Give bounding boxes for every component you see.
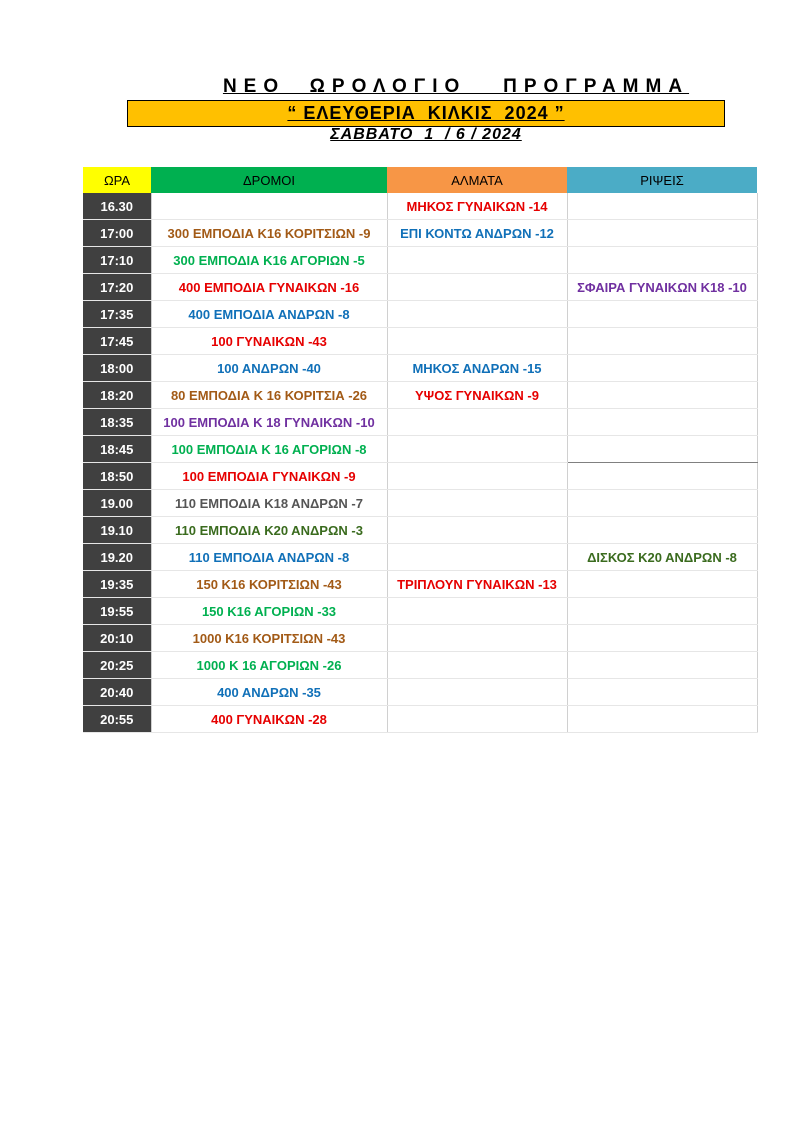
runs-cell: 110 ΕΜΠΟΔΙΑ Κ20 ΑΝΔΡΩΝ -3 bbox=[151, 517, 387, 544]
jumps-cell bbox=[387, 490, 567, 517]
time-cell: 20:40 bbox=[83, 679, 151, 706]
jumps-cell bbox=[387, 463, 567, 490]
table-row bbox=[83, 544, 757, 571]
throws-cell: ΔΙΣΚΟΣ Κ20 ΑΝΔΡΩΝ -8 bbox=[567, 544, 757, 571]
jumps-cell: ΤΡΙΠΛΟΥΝ ΓΥΝΑΙΚΩΝ -13 bbox=[387, 571, 567, 598]
jumps-cell bbox=[387, 301, 567, 328]
throws-cell bbox=[567, 679, 757, 706]
runs-cell: 100 ΕΜΠΟΔΙΑ Κ 16 ΑΓΟΡΙΩΝ -8 bbox=[151, 436, 387, 463]
time-cell: 19:55 bbox=[83, 598, 151, 625]
runs-cell: 150 Κ16 ΑΓΟΡΙΩΝ -33 bbox=[151, 598, 387, 625]
throws-cell bbox=[567, 247, 757, 274]
table-header-row bbox=[83, 167, 757, 193]
time-cell: 17:35 bbox=[83, 301, 151, 328]
runs-cell: 110 ΕΜΠΟΔΙΑ Κ18 ΑΝΔΡΩΝ -7 bbox=[151, 490, 387, 517]
runs-cell bbox=[151, 193, 387, 220]
table-row bbox=[83, 490, 757, 517]
table-row bbox=[83, 679, 757, 706]
runs-cell: 400 ΕΜΠΟΔΙΑ ΑΝΔΡΩΝ -8 bbox=[151, 301, 387, 328]
table-row bbox=[83, 301, 757, 328]
jumps-cell bbox=[387, 625, 567, 652]
runs-cell: 110 ΕΜΠΟΔΙΑ ΑΝΔΡΩΝ -8 bbox=[151, 544, 387, 571]
time-cell: 19.20 bbox=[83, 544, 151, 571]
jumps-cell: ΥΨΟΣ ΓΥΝΑΙΚΩΝ -9 bbox=[387, 382, 567, 409]
jumps-cell bbox=[387, 328, 567, 355]
table-row bbox=[83, 652, 757, 679]
runs-cell: 300 ΕΜΠΟΔΙΑ Κ16 ΑΓΟΡΙΩΝ -5 bbox=[151, 247, 387, 274]
runs-cell: 400 ΓΥΝΑΙΚΩΝ -28 bbox=[151, 706, 387, 733]
throws-cell bbox=[567, 625, 757, 652]
table-row bbox=[83, 598, 757, 625]
jumps-cell bbox=[387, 679, 567, 706]
jumps-cell bbox=[387, 652, 567, 679]
throws-cell: ΣΦΑΙΡΑ ΓΥΝΑΙΚΩΝ Κ18 -10 bbox=[567, 274, 757, 301]
time-cell: 19.10 bbox=[83, 517, 151, 544]
event-name: “ ΕΛΕΥΘΕΡΙΑ ΚΙΛΚΙΣ 2024 ” bbox=[287, 103, 565, 123]
header-jumps: ΑΛΜΑΤΑ bbox=[387, 167, 567, 193]
event-banner bbox=[127, 100, 725, 127]
time-cell: 17:45 bbox=[83, 328, 151, 355]
table-row bbox=[83, 382, 757, 409]
throws-cell bbox=[567, 328, 757, 355]
time-cell: 20:55 bbox=[83, 706, 151, 733]
throws-cell bbox=[567, 409, 757, 436]
runs-cell: 150 Κ16 ΚΟΡΙΤΣΙΩΝ -43 bbox=[151, 571, 387, 598]
event-date-text: ΣΑΒΒΑΤΟ 1 / 6 / 2024 bbox=[330, 126, 522, 143]
throws-cell bbox=[567, 436, 757, 463]
time-cell: 17:20 bbox=[83, 274, 151, 301]
jumps-cell bbox=[387, 598, 567, 625]
schedule-table bbox=[83, 167, 758, 733]
table-row bbox=[83, 193, 757, 220]
runs-cell: 1000 Κ 16 ΑΓΟΡΙΩΝ -26 bbox=[151, 652, 387, 679]
time-cell: 18:20 bbox=[83, 382, 151, 409]
jumps-cell bbox=[387, 544, 567, 571]
time-cell: 18:45 bbox=[83, 436, 151, 463]
time-cell: 17:10 bbox=[83, 247, 151, 274]
time-cell: 18:00 bbox=[83, 355, 151, 382]
table-row bbox=[83, 625, 757, 652]
time-cell: 19:35 bbox=[83, 571, 151, 598]
time-cell: 17:00 bbox=[83, 220, 151, 247]
throws-cell bbox=[567, 517, 757, 544]
runs-cell: 400 ΕΜΠΟΔΙΑ ΓΥΝΑΙΚΩΝ -16 bbox=[151, 274, 387, 301]
time-cell: 18:50 bbox=[83, 463, 151, 490]
table-row bbox=[83, 463, 757, 490]
throws-cell bbox=[567, 571, 757, 598]
throws-cell bbox=[567, 706, 757, 733]
jumps-cell bbox=[387, 247, 567, 274]
table-row bbox=[83, 247, 757, 274]
header-time: ΩΡΑ bbox=[83, 167, 151, 193]
jumps-cell bbox=[387, 274, 567, 301]
table-row bbox=[83, 706, 757, 733]
jumps-cell bbox=[387, 517, 567, 544]
table-row bbox=[83, 274, 757, 301]
event-date bbox=[128, 126, 724, 148]
jumps-cell bbox=[387, 409, 567, 436]
throws-cell bbox=[567, 220, 757, 247]
runs-cell: 1000 Κ16 ΚΟΡΙΤΣΙΩΝ -43 bbox=[151, 625, 387, 652]
runs-cell: 100 ΓΥΝΑΙΚΩΝ -43 bbox=[151, 328, 387, 355]
throws-cell bbox=[567, 598, 757, 625]
throws-cell bbox=[567, 463, 757, 490]
table-row bbox=[83, 355, 757, 382]
time-cell: 19.00 bbox=[83, 490, 151, 517]
jumps-cell bbox=[387, 706, 567, 733]
runs-cell: 100 ΕΜΠΟΔΙΑ ΓΥΝΑΙΚΩΝ -9 bbox=[151, 463, 387, 490]
page-title: ΝΕΟ ΩΡΟΛΟΓΙΟ ΠΡΟΓΡΑΜΜΑ bbox=[222, 76, 690, 97]
table-row bbox=[83, 409, 757, 436]
table-row bbox=[83, 436, 757, 463]
time-cell: 16.30 bbox=[83, 193, 151, 220]
table-row bbox=[83, 328, 757, 355]
header-throws: ΡΙΨΕΙΣ bbox=[567, 167, 757, 193]
throws-cell bbox=[567, 355, 757, 382]
runs-cell: 300 ΕΜΠΟΔΙΑ Κ16 ΚΟΡΙΤΣΙΩΝ -9 bbox=[151, 220, 387, 247]
runs-cell: 100 ΑΝΔΡΩΝ -40 bbox=[151, 355, 387, 382]
runs-cell: 400 ΑΝΔΡΩΝ -35 bbox=[151, 679, 387, 706]
time-cell: 20:25 bbox=[83, 652, 151, 679]
header-runs: ΔΡΟΜΟΙ bbox=[151, 167, 387, 193]
throws-cell bbox=[567, 301, 757, 328]
time-cell: 18:35 bbox=[83, 409, 151, 436]
jumps-cell: ΕΠΙ ΚΟΝΤΩ ΑΝΔΡΩΝ -12 bbox=[387, 220, 567, 247]
runs-cell: 80 ΕΜΠΟΔΙΑ Κ 16 ΚΟΡΙΤΣΙΑ -26 bbox=[151, 382, 387, 409]
throws-cell bbox=[567, 193, 757, 220]
jumps-cell: ΜΗΚΟΣ ΑΝΔΡΩΝ -15 bbox=[387, 355, 567, 382]
table-row bbox=[83, 220, 757, 247]
runs-cell: 100 ΕΜΠΟΔΙΑ Κ 18 ΓΥΝΑΙΚΩΝ -10 bbox=[151, 409, 387, 436]
throws-cell bbox=[567, 382, 757, 409]
table-row bbox=[83, 517, 757, 544]
throws-cell bbox=[567, 490, 757, 517]
jumps-cell bbox=[387, 436, 567, 463]
time-cell: 20:10 bbox=[83, 625, 151, 652]
jumps-cell: ΜΗΚΟΣ ΓΥΝΑΙΚΩΝ -14 bbox=[387, 193, 567, 220]
throws-cell bbox=[567, 652, 757, 679]
table-row bbox=[83, 571, 757, 598]
